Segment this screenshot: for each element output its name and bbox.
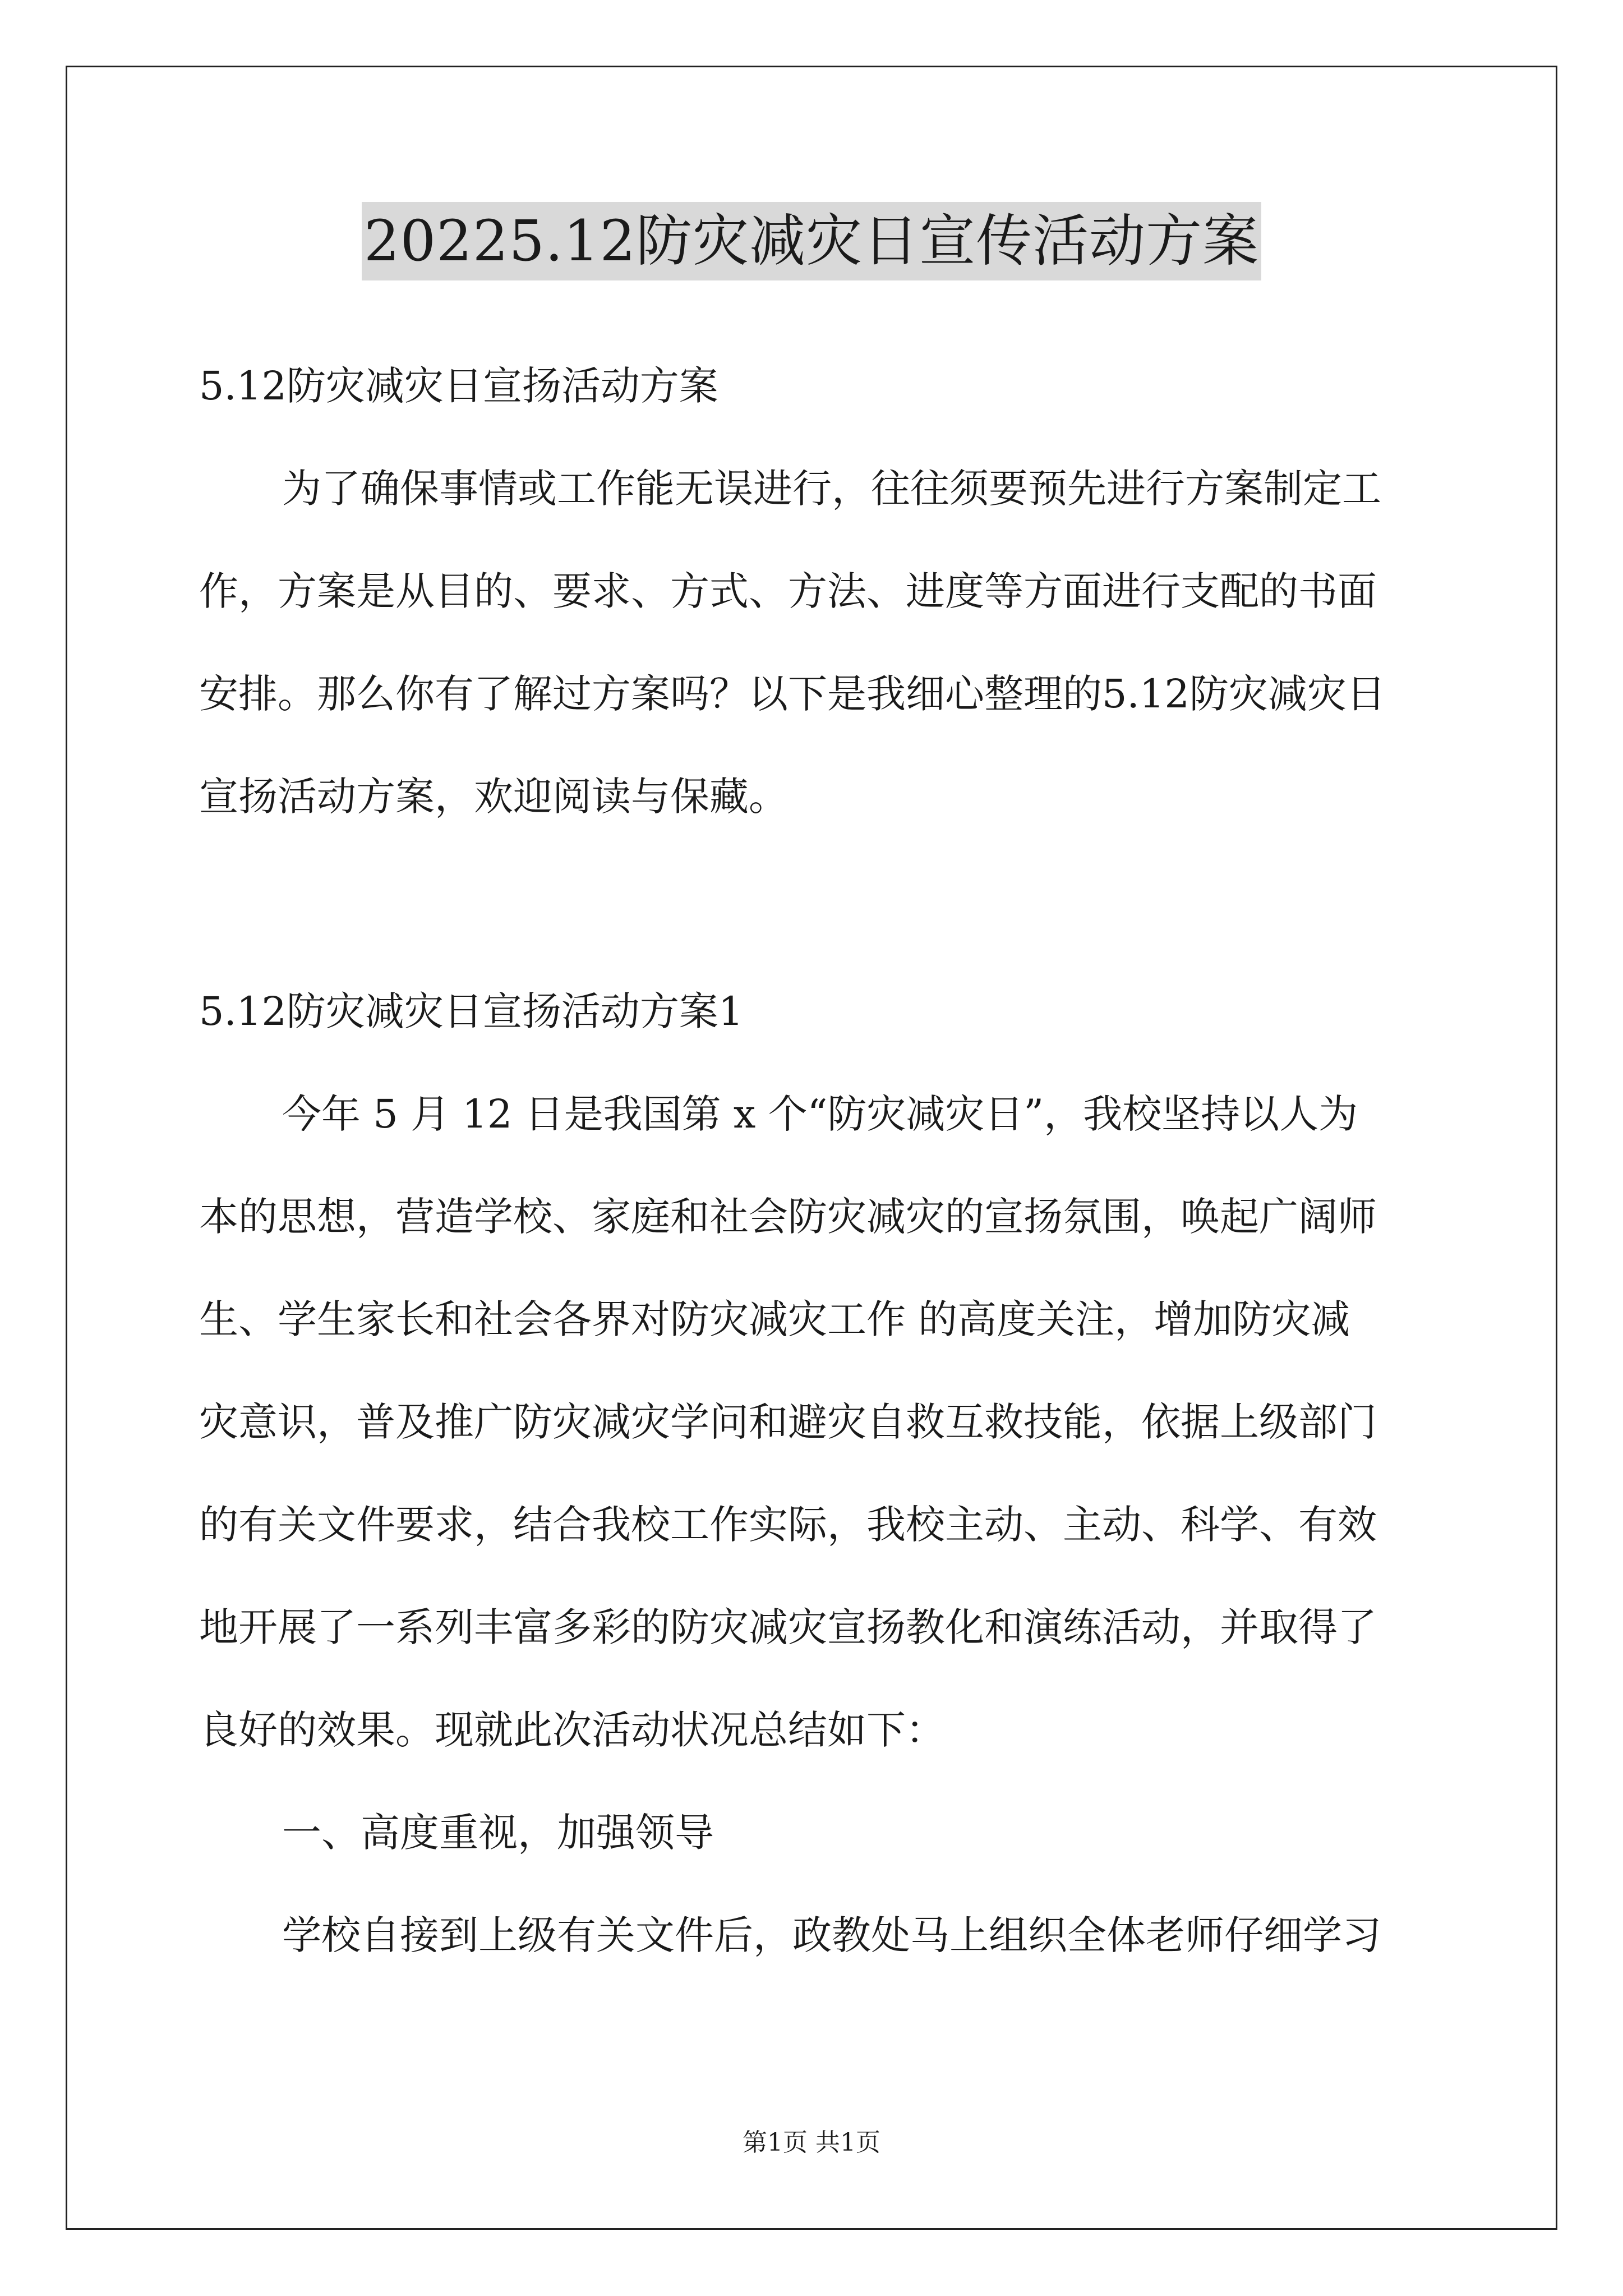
paragraph-line: 良好的效果。现就此次活动状况总结如下： xyxy=(199,1707,945,1753)
title-container xyxy=(0,202,1623,280)
paragraph-line: 今年 5 月 12 日是我国第 x 个“防灾减灾日”，我校坚持以人为 xyxy=(282,1091,1358,1137)
paragraph-line: 宣扬活动方案，欢迎阅读与保藏。 xyxy=(199,774,788,820)
section-heading: 5.12防灾减灾日宣扬活动方案 xyxy=(199,363,718,409)
paragraph-line: 学校自接到上级有关文件后，政教处马上组织全体老师仔细学习 xyxy=(282,1912,1381,1958)
paragraph-line: 生、学生家长和社会各界对防灾减灾工作 的高度关注，增加防灾减 xyxy=(199,1296,1350,1342)
paragraph-line: 作，方案是从目的、要求、方式、方法、进度等方面进行支配的书面 xyxy=(199,568,1377,614)
subsection-heading: 一、高度重视，加强领导 xyxy=(282,1810,714,1856)
document-title: 20225.12防灾减灾日宣传活动方案 xyxy=(362,202,1261,280)
page-footer: 第1页 共1页 xyxy=(743,2128,880,2157)
paragraph-line: 为了确保事情或工作能无误进行，往往须要预先进行方案制定工 xyxy=(282,466,1381,512)
paragraph-line: 地开展了一系列丰富多彩的防灾减灾宣扬教化和演练活动，并取得了 xyxy=(199,1604,1377,1650)
paragraph-line: 灾意识，普及推广防灾减灾学问和避灾自救互救技能，依据上级部门 xyxy=(199,1399,1377,1445)
section-heading: 5.12防灾减灾日宣扬活动方案1 xyxy=(199,988,744,1034)
paragraph-line: 本的思想，营造学校、家庭和社会防灾减灾的宣扬氛围，唤起广阔师 xyxy=(199,1194,1377,1240)
paragraph-line: 安排。那么你有了解过方案吗？以下是我细心整理的5.12防灾减灾日 xyxy=(199,671,1386,717)
paragraph-line: 的有关文件要求，结合我校工作实际，我校主动、主动、科学、有效 xyxy=(199,1502,1377,1548)
